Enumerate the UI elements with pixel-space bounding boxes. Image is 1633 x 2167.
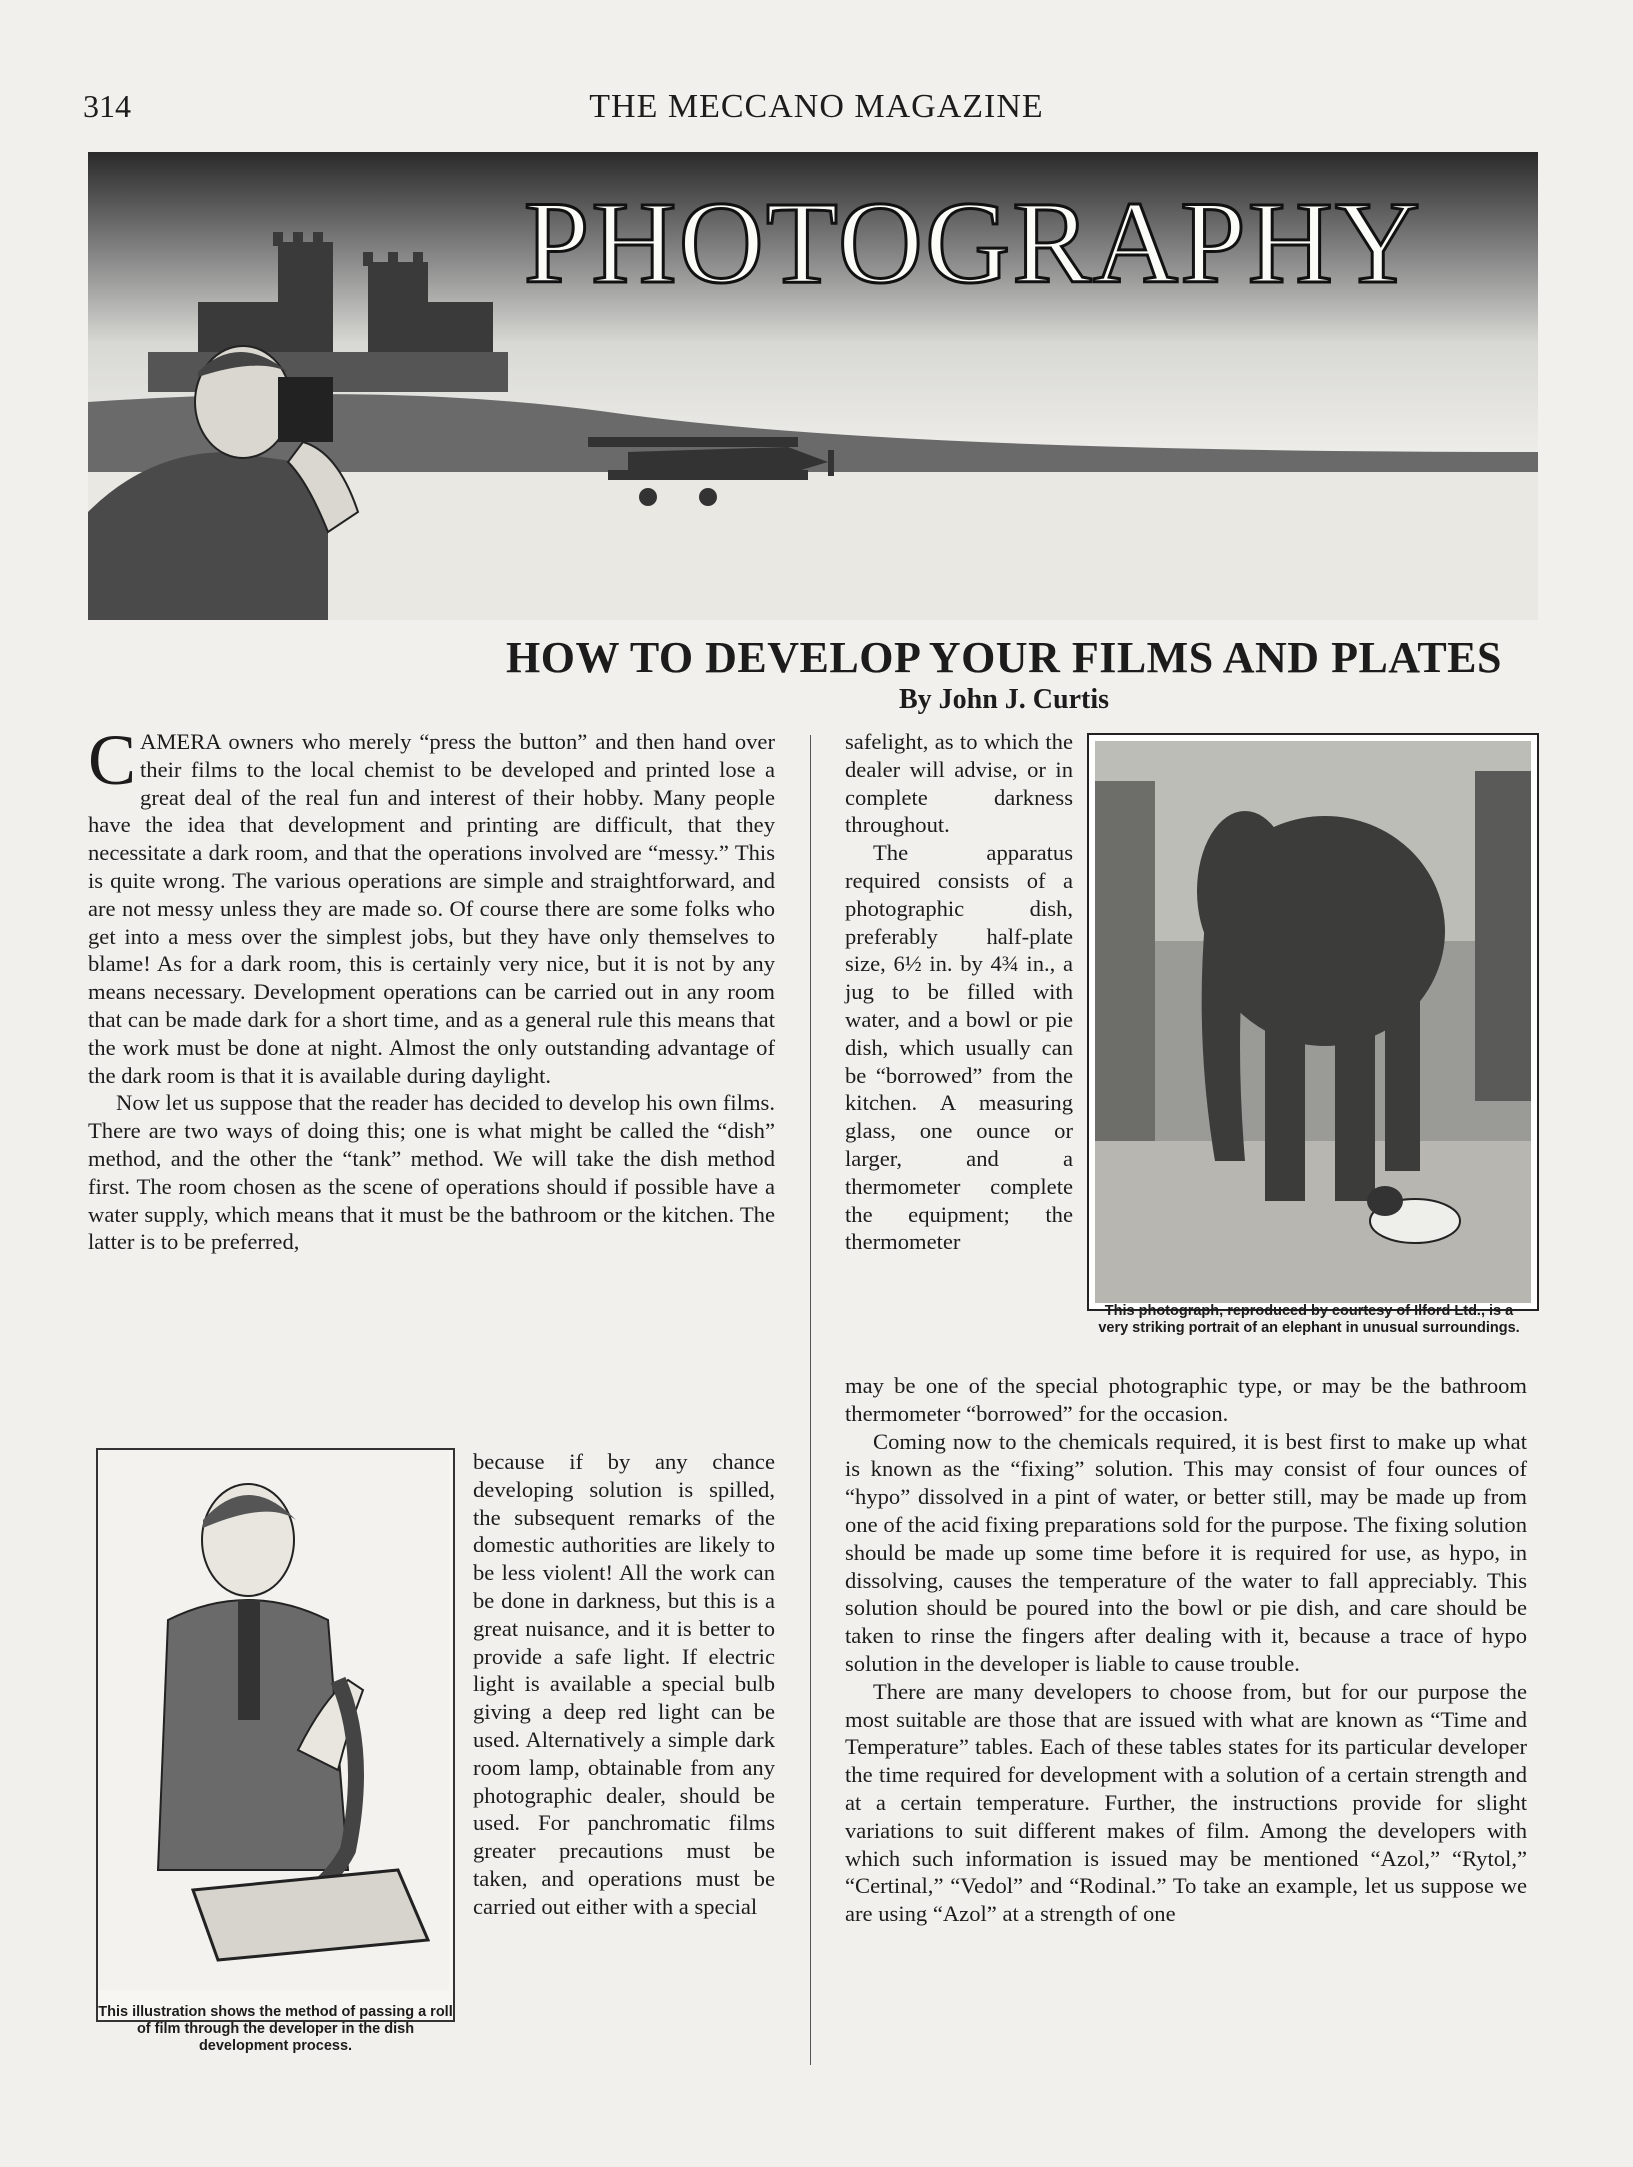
- article-column-1: [88, 720, 775, 1256]
- boy-developing-film-illustration: [96, 1448, 455, 2022]
- article-headline: HOW TO DEVELOP YOUR FILMS AND PLATES: [506, 633, 1502, 682]
- paragraph-5: The apparatus required consists of a photographic dish, preferably half-plate size, 6½ in. by 4¾ in., a jug to be filled with water, and a bowl or pie dish, which usually can be “borrowed” from the kitchen. A measuring glass, one ounce or larger, and a thermometer complete the equipment; the thermometer: [845, 840, 1073, 1255]
- illustration-graphic: [98, 1450, 449, 1990]
- page-number: 314: [83, 88, 131, 124]
- article-column-1-continued: [473, 1448, 775, 1921]
- drop-cap: C: [88, 720, 137, 800]
- running-head: [0, 88, 1633, 128]
- photography-banner: [88, 152, 1538, 620]
- elephant-photograph: [1087, 733, 1539, 1311]
- paragraph-3: because if by any chance developing solution is spilled, the subsequent remarks of the domestic authorities are likely to be less violent! All the work can be done in darkness, but this is a great nuisance, and it is better to provide a safe light. If electric light is available a special bulb giving a deep red light can be used. Alternatively a simple dark room lamp, obtainable from any photographic dealer, should be used. For panchromatic films greater precautions must be taken, and operations must be carried out either with a special: [473, 1449, 775, 1919]
- article-column-2-bottom: [845, 1372, 1527, 1928]
- banner-illustration: [88, 152, 1538, 620]
- paragraph-4: safelight, as to which the dealer will advise, or in complete darkness throughout.: [845, 729, 1073, 838]
- elephant-photo-graphic: [1095, 741, 1531, 1303]
- banner-title: PHOTOGRAPHY: [523, 177, 1423, 308]
- magazine-title: THE MECCANO MAGAZINE: [589, 88, 1044, 125]
- photo-caption: This photograph, reproduced by courtesy of Ilford Ltd., is a very striking portrait of an elephant in unusual surroundings.: [1098, 1303, 1520, 1336]
- column-divider: [810, 735, 811, 2065]
- paragraph-8: There are many developers to choose from, but for our purpose the most suitable are those that are issued with what are known as “Time and Temperature” tables. Each of these tables states for its particular developer the time required for development with a solution of a certain strength and at a certain temperature. Further, the instructions provide for slight variations to suit different makes of film. Among the developers with which such information is issued may be mentioned “Azol,” “Rytol,” “Certinal,” “Vedol” and “Rodinal.” To take an example, let us suppose we are using “Azol” at a strength of one: [845, 1678, 1527, 1927]
- paragraph-1: CAMERA owners who merely “press the button” and then hand over their films to the local chemist to be developed and printed lose a great deal of the real fun and interest of their hobby. Many people have the idea that development and printing are difficult, that they necessitate a dark room, and that the operations involved are “messy.” This is quite wrong. The various operations are simple and straightforward, and are not messy unless they are made so. Of course there are some folks who get into a mess over the simplest jobs, but they have only themselves to blame! As for a dark room, this is certainly very nice, but it is not by any means necessary. Development operations can be carried out in any room that can be made dark for a short time, and as a general rule this means that the work must be done at night. Almost the only outstanding advantage of the dark room is that it is available during daylight.: [88, 720, 775, 1088]
- illustration-caption: This illustration shows the method of passing a roll of film through the developer in the dish development process.: [98, 2004, 453, 2054]
- article-byline: By John J. Curtis: [898, 684, 1110, 715]
- paragraph-2: Now let us suppose that the reader has decided to develop his own films. There are two ways of doing this; one is what might be called the “dish” method, and the other the “tank” method. We will take the dish method first. The room chosen as the scene of operations should if possible have a water supply, which means that it must be the bathroom or the kitchen. The latter is to be preferred,: [88, 1090, 775, 1255]
- paragraph-6: may be one of the special photographic type, or may be the bathroom thermometer “borrowed” for the occasion.: [845, 1373, 1527, 1426]
- paragraph-7: Coming now to the chemicals required, it is best first to make up what is known as the “fixing” solution. This may consist of four ounces of “hypo” dissolved in a pint of water, or better still, may be made up from one of the acid fixing preparations sold for the purpose. The fixing solution should be made up some time before it is required for use, as hypo, in dissolving, causes the temperature of the water to fall appreciably. This solution should be poured into the bowl or pie dish, and care should be taken to rinse the fingers after dealing with it, because a trace of hypo solution in the developer is liable to cause trouble.: [845, 1428, 1527, 1676]
- article-column-2-top: [845, 728, 1073, 1256]
